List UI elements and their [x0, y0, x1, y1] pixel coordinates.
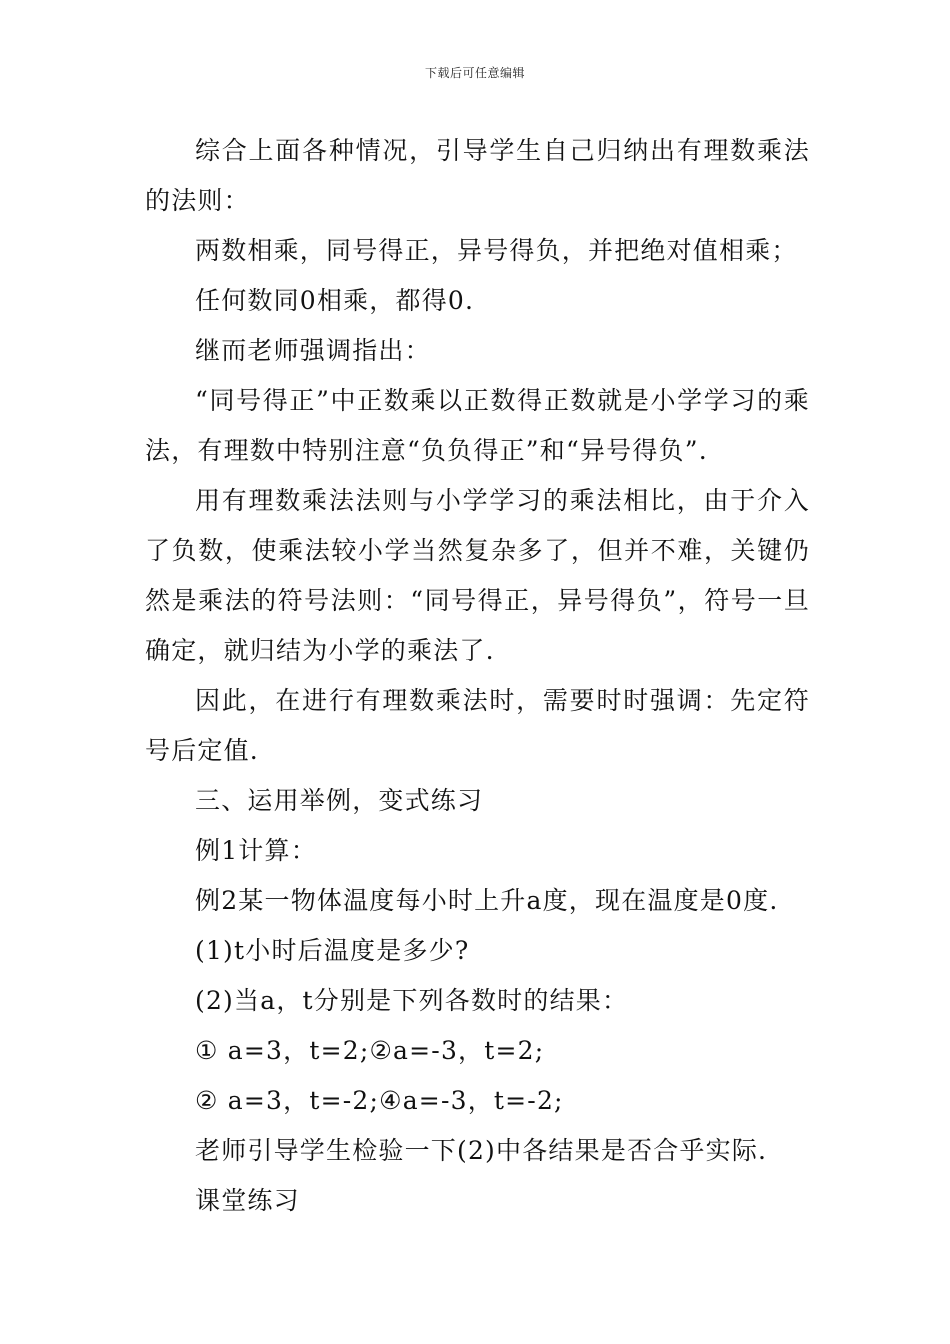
paragraph-rule-sign: 两数相乘，同号得正，异号得负，并把绝对值相乘；	[195, 236, 798, 265]
example-1: 例1计算：	[195, 836, 317, 865]
paragraph-teacher-emphasis: 继而老师强调指出：	[195, 336, 431, 365]
example-2-part-2: (2)当a，t分别是下列各数时的结果：	[195, 986, 629, 1015]
paragraph-check-results: 老师引导学生检验一下(2)中各结果是否合乎实际.	[195, 1136, 768, 1165]
example-2-part-1: (1)t小时后温度是多少?	[195, 936, 470, 965]
example-2: 例2某一物体温度每小时上升a度，现在温度是0度.	[195, 886, 779, 915]
section-heading-practice: 课堂练习	[195, 1186, 300, 1215]
paragraph-rule-summary: 综合上面各种情况，引导学生自己归纳出有理数乘法的法则：	[145, 136, 810, 215]
document-body	[145, 126, 810, 1226]
paragraph-rule-zero: 任何数同0相乘，都得0.	[195, 286, 475, 315]
example-2-case-b: ② a=3，t=-2;④a=-3，t=-2;	[195, 1086, 564, 1115]
paragraph-comparison: 用有理数乘法法则与小学学习的乘法相比，由于介入了负数，使乘法较小学当然复杂多了，但并不难，关键仍然是乘法的符号法则：“同号得正，异号得负”，符号一旦确定，就归结为小学的乘法了.	[145, 486, 810, 665]
page-header-note: 下载后可任意编辑	[424, 66, 525, 80]
section-heading-examples: 三、运用举例，变式练习	[195, 786, 484, 815]
example-2-case-a: ① a=3，t=2;②a=-3，t=2;	[195, 1036, 545, 1065]
paragraph-conclusion: 因此，在进行有理数乘法时，需要时时强调：先定符号后定值.	[145, 686, 810, 765]
paragraph-same-sign-note: “同号得正”中正数乘以正数得正数就是小学学习的乘法，有理数中特别注意“负负得正”和“异号得负”.	[145, 386, 810, 465]
